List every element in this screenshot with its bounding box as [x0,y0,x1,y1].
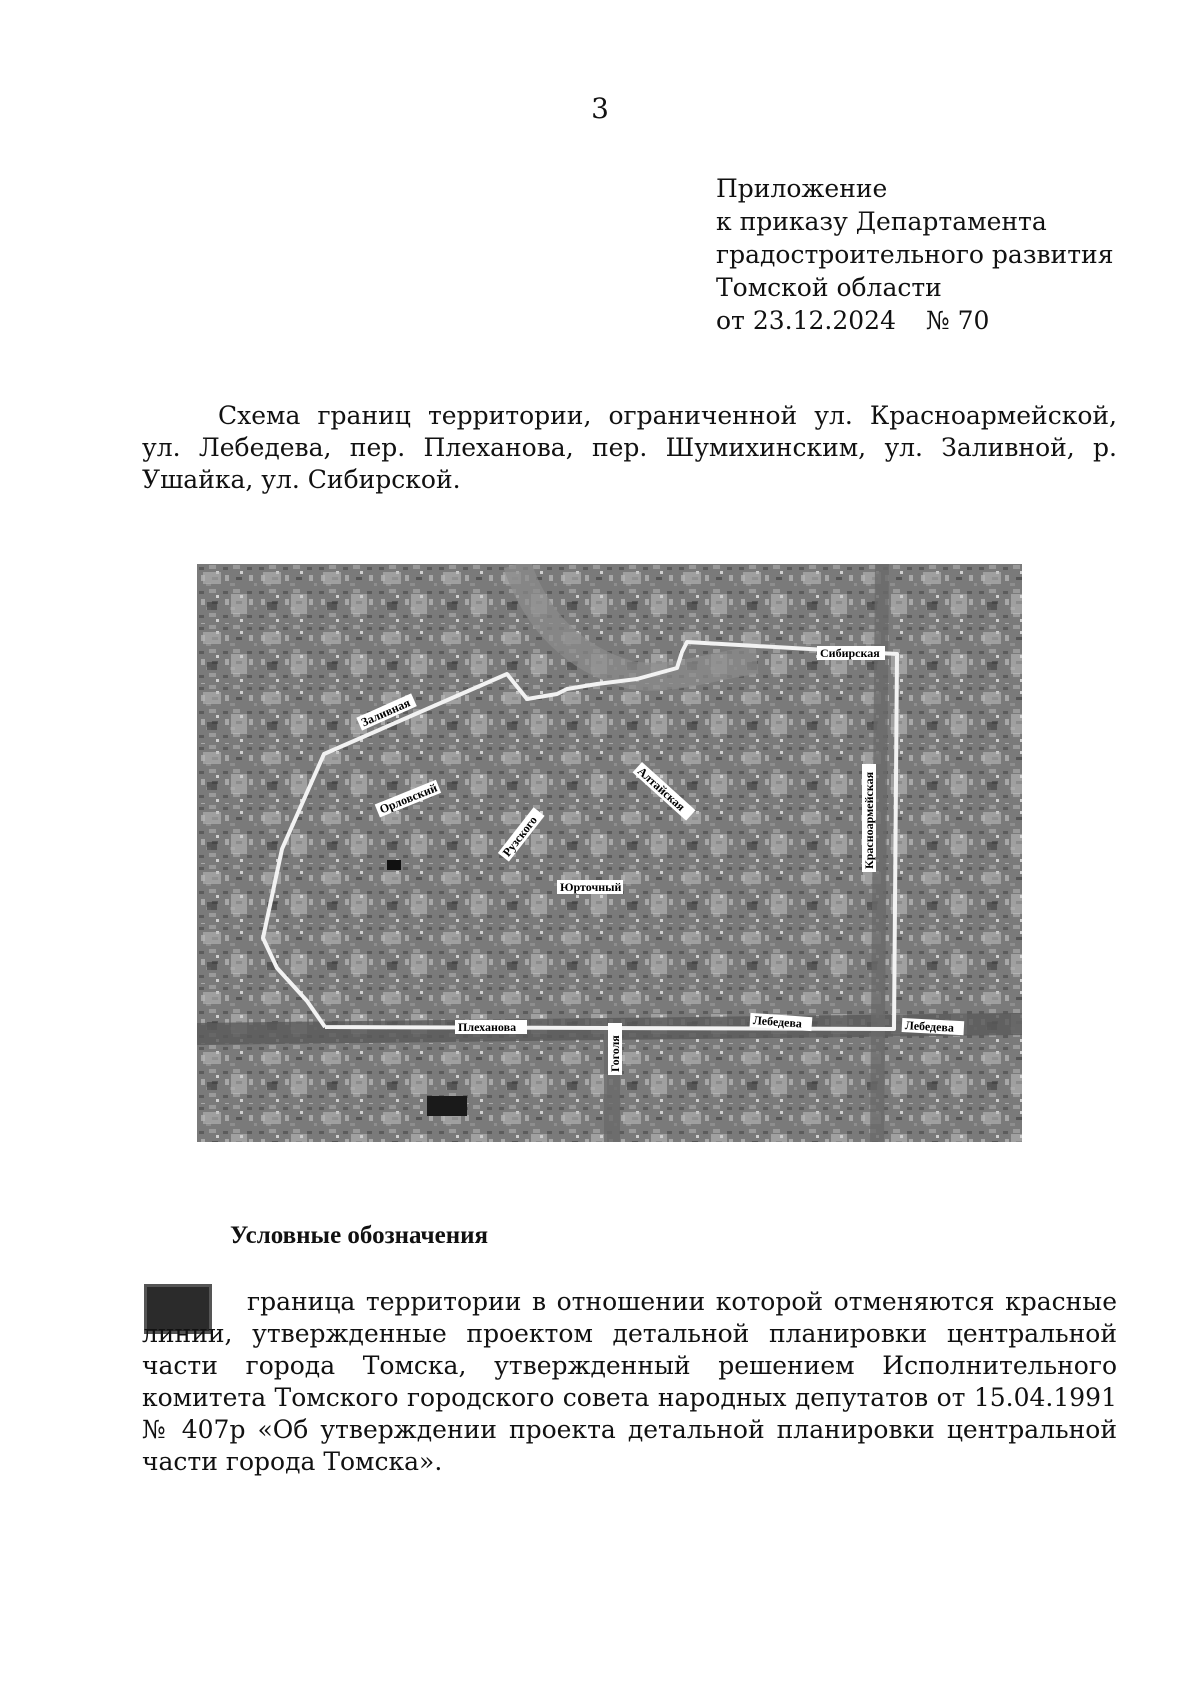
street-label-krasnoarmeyskaya: Красноармейская [862,771,876,869]
street-label-zalivnaya: Заливная [359,695,413,730]
street-label-gogolya: Гоголя [608,1035,622,1072]
order-date: от 23.12.2024 [716,306,896,335]
street-label-altayskaya: Алтайская [634,764,688,814]
page-number: 3 [591,92,609,125]
street-label-yurtochny: Юрточный [560,880,622,894]
building [387,860,401,870]
appendix-line: к приказу Департамента [716,207,1047,236]
street-label-orlovsky: Орловский [377,780,440,817]
appendix-line: Томской области [716,273,942,302]
appendix-block [716,172,1113,337]
street-label-lebedeva-2: Лебедева [904,1018,955,1035]
legend-description: граница территории в отношении которой отменяются красные линии, утвержденные проектом детальной планировки центральной части города Томска, утвержденный решением Исполнительного комитета Томского городского совета народных депутатов от 15.04.1991 № 407р «Об утверждении проекта детальной планировки центральной части города Томска». [142,1287,1117,1476]
appendix-date-line [716,304,1113,337]
street-label-ruzskogo: Рузского [499,813,540,860]
label-sibirskaya [817,646,885,660]
appendix-line: Приложение [716,174,888,203]
order-number: № 70 [925,306,990,335]
label-plekhanova [455,1020,527,1034]
street-label-sibirskaya: Сибирская [820,646,880,660]
scheme-title: Схема границ территории, ограниченной ул. Красноармейской, ул. Лебедева, пер. Плеханова, пер. Шумихинским, ул. Заливной, р. Ушайка, ул. Сибирской. [142,401,1117,494]
label-yurtochny [557,880,623,894]
legend-heading: Условные обозначения [230,1222,489,1249]
street-label-plekhanova: Плеханова [458,1020,517,1034]
label-krasnoarmeyskaya [862,764,876,872]
building [427,1096,467,1116]
boundary-map [197,564,1022,1142]
label-gogolya [608,1023,622,1075]
appendix-line: градостроительного развития [716,240,1114,269]
street-label-lebedeva-1: Лебедева [752,1013,803,1031]
